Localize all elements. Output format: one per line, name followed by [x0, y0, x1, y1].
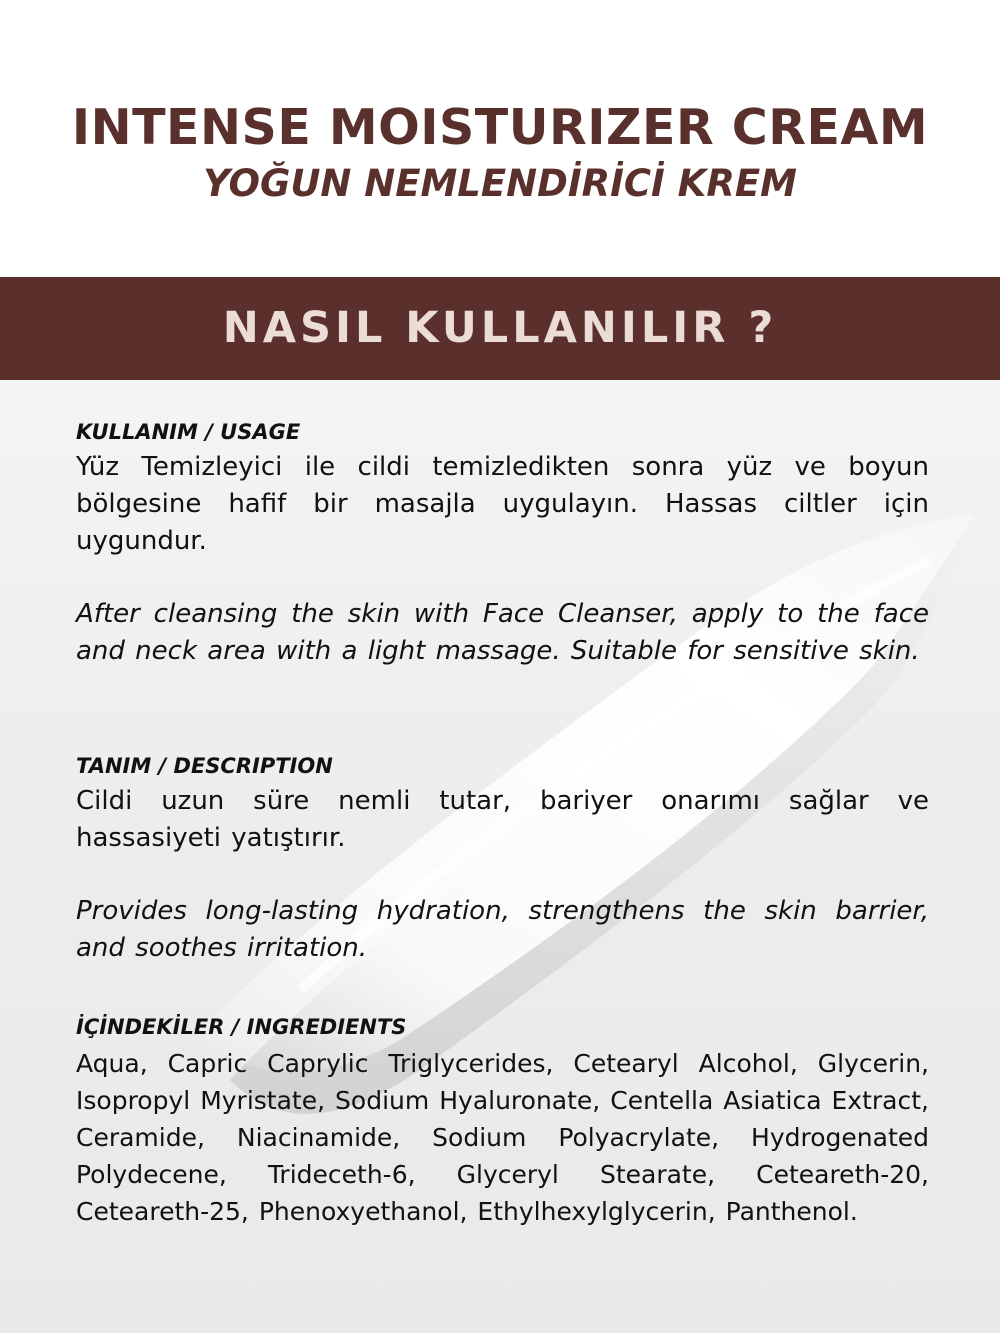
usage-heading: KULLANIM / USAGE: [76, 420, 301, 444]
product-title: INTENSE MOISTURIZER CREAM: [71, 99, 929, 156]
description-section: [76, 752, 929, 967]
usage-section: [76, 418, 929, 670]
description-text-tr: Cildi uzun süre nemli tutar, bariyer onarımı sağlar ve hassasiyeti yatıştırır.: [76, 786, 929, 853]
ingredients-text: Aqua, Capric Caprylic Triglycerides, Cetearyl Alcohol, Glycerin, Isopropyl Myristate, Sodium Hyaluronate, Centella Asiatica Extract, Ceramide, Niacinamide, Sodium Polyacrylate, Hydrogenated Polydecene, Trideceth-6, Glyceryl Stearate, Ceteareth-20, Ceteareth-25, Phenoxyethanol, Ethylhexylglycerin, Panthenol.: [76, 1049, 929, 1226]
usage-text-tr: Yüz Temizleyici ile cildi temizledikten sonra yüz ve boyun bölgesine hafif bir masajla uygulayın. Hassas ciltler için uygundur.: [76, 452, 929, 556]
ingredients-section: [76, 1013, 929, 1230]
product-subtitle: YOĞUN NEMLENDİRİCİ KREM: [203, 162, 797, 205]
header: [0, 0, 1000, 277]
ingredients-heading: İÇİNDEKİLER / INGREDIENTS: [76, 1015, 407, 1039]
description-text-en: Provides long-lasting hydration, strengthens the skin barrier, and soothes irritation.: [76, 896, 929, 963]
usage-text-en: After cleansing the skin with Face Cleanser, apply to the face and neck area with a light massage. Suitable for sensitive skin.: [76, 599, 929, 666]
how-to-use-banner: [0, 277, 1000, 380]
description-heading: TANIM / DESCRIPTION: [76, 754, 333, 778]
banner-title: NASIL KULLANILIR ?: [222, 303, 778, 353]
